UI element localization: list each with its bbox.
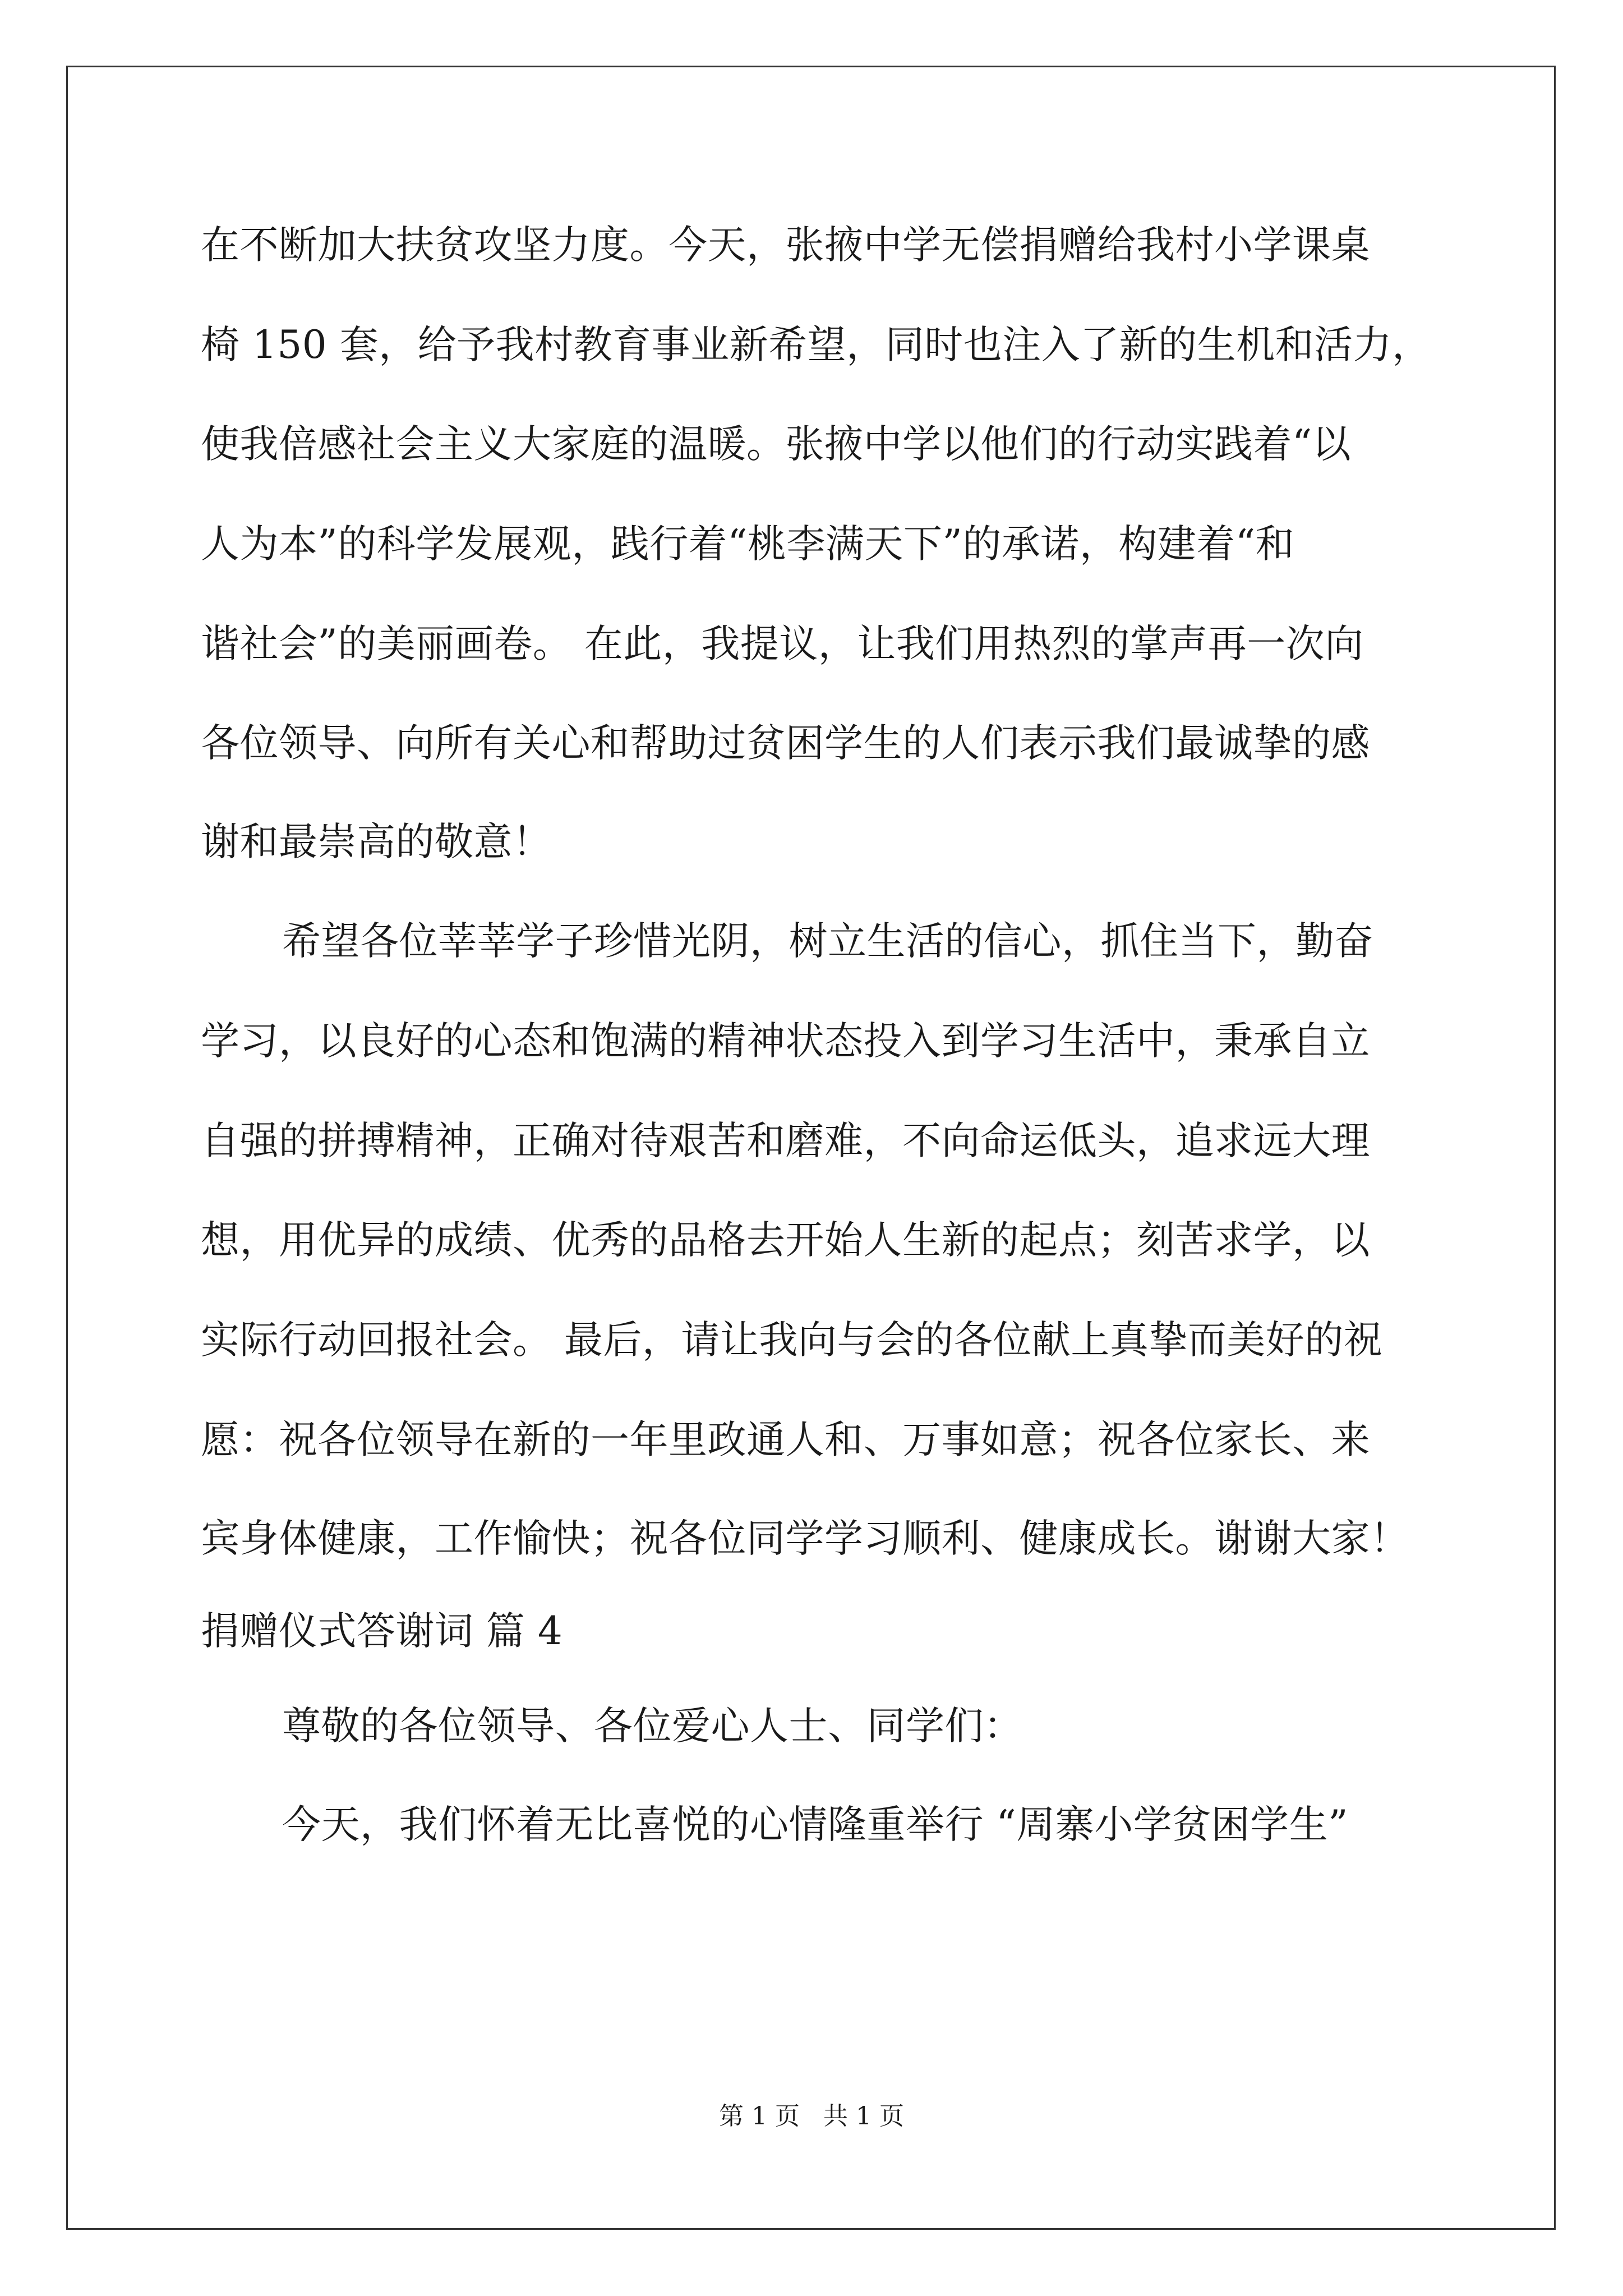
section-heading: 捐赠仪式答谢词 篇 4 xyxy=(201,1609,563,1654)
salutation: 尊敬的各位领导、各位爱心人士、同学们： xyxy=(282,1704,1023,1749)
text-line: 椅 150 套，给予我村教育事业新希望，同时也注入了新的生机和活力， xyxy=(201,323,1431,367)
page-footer: 第 1 页 共 1 页 xyxy=(719,2102,904,2131)
text-line: 希望各位莘莘学子珍惜光阴，树立生活的信心，抓住当下，勤奋 xyxy=(282,919,1373,964)
text-line: 想，用优异的成绩、优秀的品格去开始人生新的起点；刻苦求学，以 xyxy=(201,1218,1370,1263)
text-line: 实际行动回报社会。 最后，请让我向与会的各位献上真挚而美好的祝 xyxy=(201,1318,1383,1363)
text-line: 谢和最崇高的敬意！ xyxy=(201,820,552,864)
text-line: 在不断加大扶贫攻坚力度。今天，张掖中学无偿捐赠给我村小学课桌 xyxy=(201,223,1370,268)
text-line: 今天，我们怀着无比喜悦的心情隆重举行 “周寨小学贫困学生” xyxy=(282,1802,1348,1847)
text-line: 宾身体健康，工作愉快；祝各位同学学习顺利、健康成长。谢谢大家！ xyxy=(201,1516,1409,1561)
text-line: 人为本”的科学发展观，践行着“桃李满天下”的承诺，构建着“和 xyxy=(201,522,1295,567)
text-line: 各位领导、向所有关心和帮助过贫困学生的人们表示我们最诚挚的感 xyxy=(201,721,1370,766)
text-line: 学习，以良好的心态和饱满的精神状态投入到学习生活中，秉承自立 xyxy=(201,1019,1370,1064)
text-line: 谐社会”的美丽画卷。 在此，我提议，让我们用热烈的掌声再一次向 xyxy=(201,622,1364,666)
text-line: 愿：祝各位领导在新的一年里政通人和、万事如意；祝各位家长、来 xyxy=(201,1418,1370,1462)
text-line: 自强的拼搏精神，正确对待艰苦和磨难，不向命运低头，追求远大理 xyxy=(201,1119,1370,1163)
text-line: 使我倍感社会主义大家庭的温暖。张掖中学以他们的行动实践着“以 xyxy=(201,422,1352,467)
